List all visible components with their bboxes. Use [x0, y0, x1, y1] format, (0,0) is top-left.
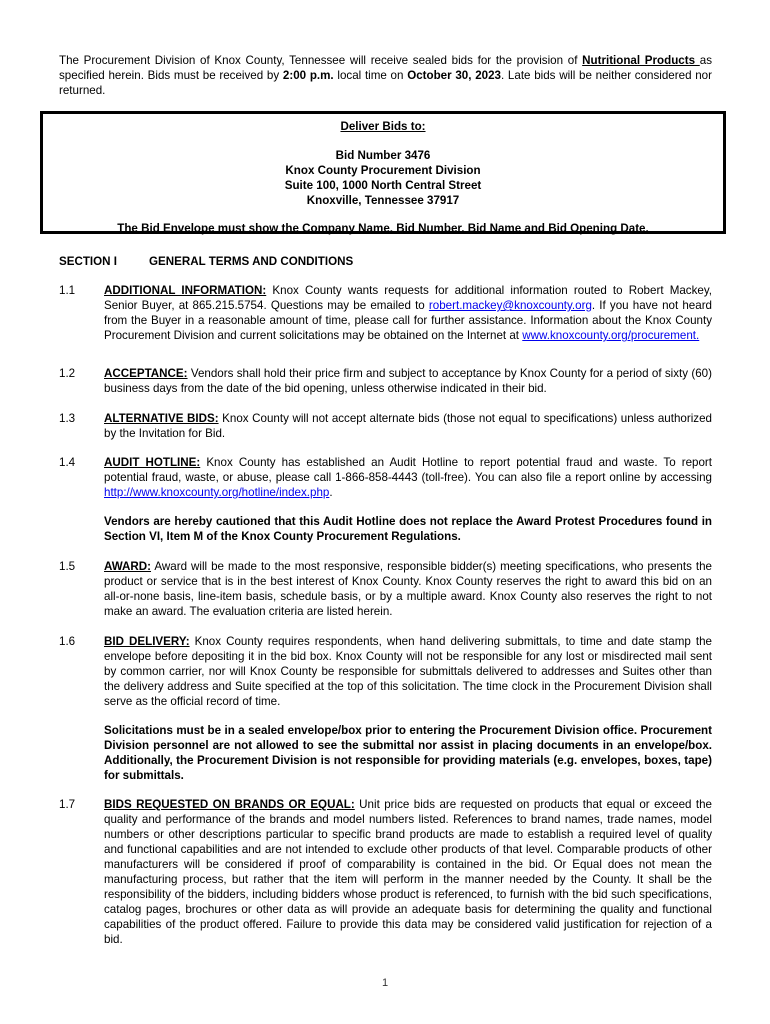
- clause-body: ALTERNATIVE BIDS: Knox County will not accept alternate bids (those not equal to specifications) unless authorized by the Invitation for Bid.: [104, 412, 712, 440]
- clause-label: ACCEPTANCE:: [104, 367, 188, 380]
- clause-number: 1.1: [59, 284, 76, 297]
- intro-text: local time on: [333, 69, 408, 82]
- clause-number: 1.5: [59, 560, 76, 573]
- clause-number: 1.2: [59, 367, 76, 380]
- clause-1-3: [59, 411, 712, 441]
- clause-1-7: [59, 797, 712, 947]
- audit-warning: Vendors are hereby cautioned that this Audit Hotline does not replace the Award Protest Procedures found in Section VI, Item M of the Knox County Procurement Regulations.: [104, 515, 712, 543]
- clause-1-5: [59, 559, 712, 619]
- clause-label: BID DELIVERY:: [104, 635, 190, 648]
- buyer-email-link[interactable]: robert.mackey@knoxcounty.org: [428, 299, 592, 312]
- address-line: Knox County Procurement Division: [285, 164, 481, 177]
- clause-1-6: [59, 634, 712, 783]
- clause-label: BIDS REQUESTED ON BRANDS OR EQUAL:: [104, 798, 355, 811]
- due-date: October 30, 2023: [407, 69, 501, 82]
- clause-1-2: [59, 366, 712, 396]
- clause-body: ACCEPTANCE: Vendors shall hold their price firm and subject to acceptance by Knox County for a period of sixty (60) business days from the date of the bid opening, unless otherwise indicated in their bid.: [104, 367, 712, 395]
- clause-1-4: [59, 455, 712, 544]
- clause-label: ADDITIONAL INFORMATION:: [104, 284, 267, 297]
- clause-label: AWARD:: [104, 560, 152, 573]
- procurement-website-link[interactable]: www.knoxcounty.org/procurement.: [522, 329, 700, 342]
- page-number: 1: [381, 977, 389, 989]
- product-name: Nutritional Products: [582, 54, 700, 67]
- intro-text: The Procurement Division of Knox County, Tennessee will receive sealed bids for the provision of: [59, 54, 583, 67]
- intro-paragraph: [59, 53, 712, 98]
- sealed-envelope-notice: Solicitations must be in a sealed envelope/box prior to entering the Procurement Division office. Procurement Division personnel are not allowed to see the submittal nor assist in placing documents in an envelope/box. Additionally, the Procurement Division is not responsible for providing materials (e.g. envelopes, boxes, tape) for submittals.: [104, 724, 712, 782]
- deliver-bids-heading: Deliver Bids to:: [340, 120, 426, 133]
- deliver-bids-box: [40, 111, 726, 234]
- clause-body: BID DELIVERY: Knox County requires respondents, when hand delivering submittals, to time and date stamp the envelope before depositing it in the bid box. Knox County will not be responsible for any lost or misdirected mail sent by common carrier, nor will Knox County be responsible for submittals delivered to addresses and Suites other than the delivery address and Suite specified at the top of this solicitation. The time clock in the Procurement Division shall serve as the official record of time. Solicitations must be in a sealed envelope/box prior to entering the Procurement Division office. Procurement Division personnel are not allowed to see the submittal nor assist in placing documents in an envelope/box. Additionally, the Procurement Division is not responsible for providing materials (e.g. envelopes, boxes, tape) for submittals.: [104, 635, 712, 782]
- intro-text: as specified herein. Bids must be received by: [59, 54, 713, 82]
- address-line: Knoxville, Tennessee 37917: [306, 194, 460, 207]
- clause-body: BIDS REQUESTED ON BRANDS OR EQUAL: Unit price bids are requested on products that equal or exceed the quality and performance of the brands and model numbers listed. References to brand names, trade names, model numbers or other descriptions particular to specific brand products are made to establish a required level of quality and functional capabilities and are not intended to exclude other products of that level. Comparable products of other manufacturers will be considered if proof of comparability is contained in the bid. Or Equal does not mean the manufacturing process, but rather that the item will perform in the manner needed by the County. It shall be the responsibility of the bidders, including bidders whose product is referenced, to furnish with the bid such specifications, catalog pages, brochures or other data as will provide an adequate basis for determining the quality and functional capabilities of the product offered. Failure to provide this data may be considered valid justification for rejection of a bid.: [104, 798, 712, 946]
- section-heading: [59, 254, 353, 269]
- clause-number: 1.4: [59, 456, 76, 469]
- clause-1-1: [59, 283, 712, 343]
- clause-label: ALTERNATIVE BIDS:: [104, 412, 219, 425]
- section-number: SECTION I: [59, 255, 117, 268]
- clause-number: 1.7: [59, 798, 76, 811]
- section-title: GENERAL TERMS AND CONDITIONS: [149, 255, 354, 268]
- clause-number: 1.6: [59, 635, 76, 648]
- intro-text: . Late bids will be neither considered nor returned.: [59, 69, 712, 97]
- clause-label: AUDIT HOTLINE:: [104, 456, 201, 469]
- audit-hotline-link[interactable]: http://www.knoxcounty.org/hotline/index.php: [104, 486, 330, 499]
- clause-body: ADDITIONAL INFORMATION: Knox County wants requests for additional information routed to Robert Mackey, Senior Buyer, at 865.215.5754. Questions may be emailed to robert.mackey@knoxcounty.org. If you have not heard from the Buyer in a reasonable amount of time, please call for further assistance. Information about the Knox County Procurement Division and current solicitations may be obtained on the Internet at www.knoxcounty.org/procurement.: [104, 284, 712, 342]
- clause-body: AUDIT HOTLINE: Knox County has established an Audit Hotline to report potential fraud and waste. To report potential fraud, waste, or abuse, please call 1-866-858-4443 (toll-free). You can also file a report online by accessing http://www.knoxcounty.org/hotline/index.php. Vendors are hereby cautioned that this Audit Hotline does not replace the Award Protest Procedures found in Section VI, Item M of the Knox County Procurement Regulations.: [104, 456, 713, 543]
- address-line: Suite 100, 1000 North Central Street: [284, 179, 482, 192]
- address-line: Bid Number 3476: [335, 149, 431, 162]
- envelope-note: The Bid Envelope must show the Company Name, Bid Number, Bid Name and Bid Opening Date.: [117, 222, 649, 235]
- due-time: 2:00 p.m.: [282, 69, 334, 82]
- delivery-address: [43, 148, 723, 208]
- clause-body: AWARD: Award will be made to the most responsive, responsible bidder(s) meeting specifications, who presents the product or service that is in the best interest of Knox County. Knox County reserves the right to award this bid on an all-or-none basis, line-item basis, schedule basis, or by a multiple award. Knox County also reserves the right to not make an award. The evaluation criteria are listed herein.: [104, 560, 712, 618]
- clause-number: 1.3: [59, 412, 76, 425]
